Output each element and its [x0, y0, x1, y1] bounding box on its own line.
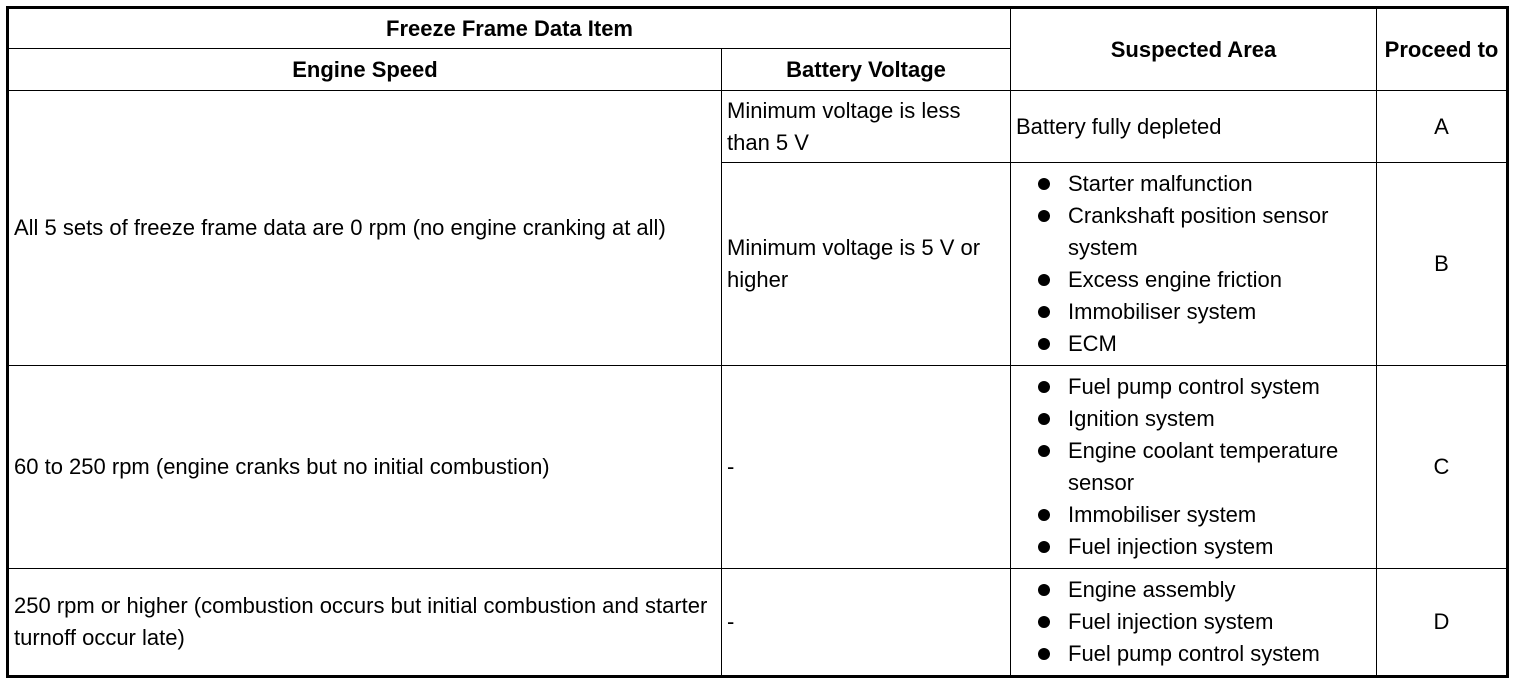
list-item: Engine assembly [1038, 574, 1371, 606]
proceed-to-cell: C [1377, 366, 1508, 569]
list-item: Fuel injection system [1038, 531, 1371, 563]
battery-voltage-cell: - [722, 366, 1011, 569]
header-row-1 [8, 8, 1508, 49]
list-item: Crankshaft position sensor system [1038, 200, 1371, 264]
list-item: Ignition system [1038, 403, 1371, 435]
freeze-frame-data-item-header: Freeze Frame Data Item [8, 8, 1011, 49]
suspected-area-list [1016, 574, 1371, 670]
suspected-area-cell: Battery fully depleted [1011, 91, 1377, 163]
freeze-frame-diagnosis-table [6, 6, 1509, 678]
engine-speed-header: Engine Speed [8, 49, 722, 91]
list-item: Immobiliser system [1038, 296, 1371, 328]
list-item: Immobiliser system [1038, 499, 1371, 531]
battery-voltage-cell: Minimum voltage is less than 5 V [722, 91, 1011, 163]
battery-voltage-cell: - [722, 569, 1011, 677]
list-item: Fuel injection system [1038, 606, 1371, 638]
list-item: Fuel pump control system [1038, 371, 1371, 403]
engine-speed-cell: 250 rpm or higher (combustion occurs but initial combustion and starter turnoff occur late) [8, 569, 722, 677]
suspected-area-list [1016, 371, 1371, 563]
battery-voltage-cell: Minimum voltage is 5 V or higher [722, 163, 1011, 366]
suspected-area-list [1016, 168, 1371, 360]
engine-speed-cell: 60 to 250 rpm (engine cranks but no initial combustion) [8, 366, 722, 569]
list-item: Engine coolant temperature sensor [1038, 435, 1371, 499]
table-row [8, 569, 1508, 677]
battery-voltage-header: Battery Voltage [722, 49, 1011, 91]
proceed-to-cell: A [1377, 91, 1508, 163]
proceed-to-cell: B [1377, 163, 1508, 366]
list-item: Excess engine friction [1038, 264, 1371, 296]
table-row [8, 366, 1508, 569]
proceed-to-header: Proceed to [1377, 8, 1508, 91]
proceed-to-cell: D [1377, 569, 1508, 677]
suspected-area-header: Suspected Area [1011, 8, 1377, 91]
suspected-area-cell [1011, 163, 1377, 366]
list-item: ECM [1038, 328, 1371, 360]
list-item: Starter malfunction [1038, 168, 1371, 200]
table-row [8, 91, 1508, 163]
engine-speed-cell: All 5 sets of freeze frame data are 0 rpm (no engine cranking at all) [8, 91, 722, 366]
suspected-area-cell [1011, 569, 1377, 677]
suspected-area-cell [1011, 366, 1377, 569]
list-item: Fuel pump control system [1038, 638, 1371, 670]
